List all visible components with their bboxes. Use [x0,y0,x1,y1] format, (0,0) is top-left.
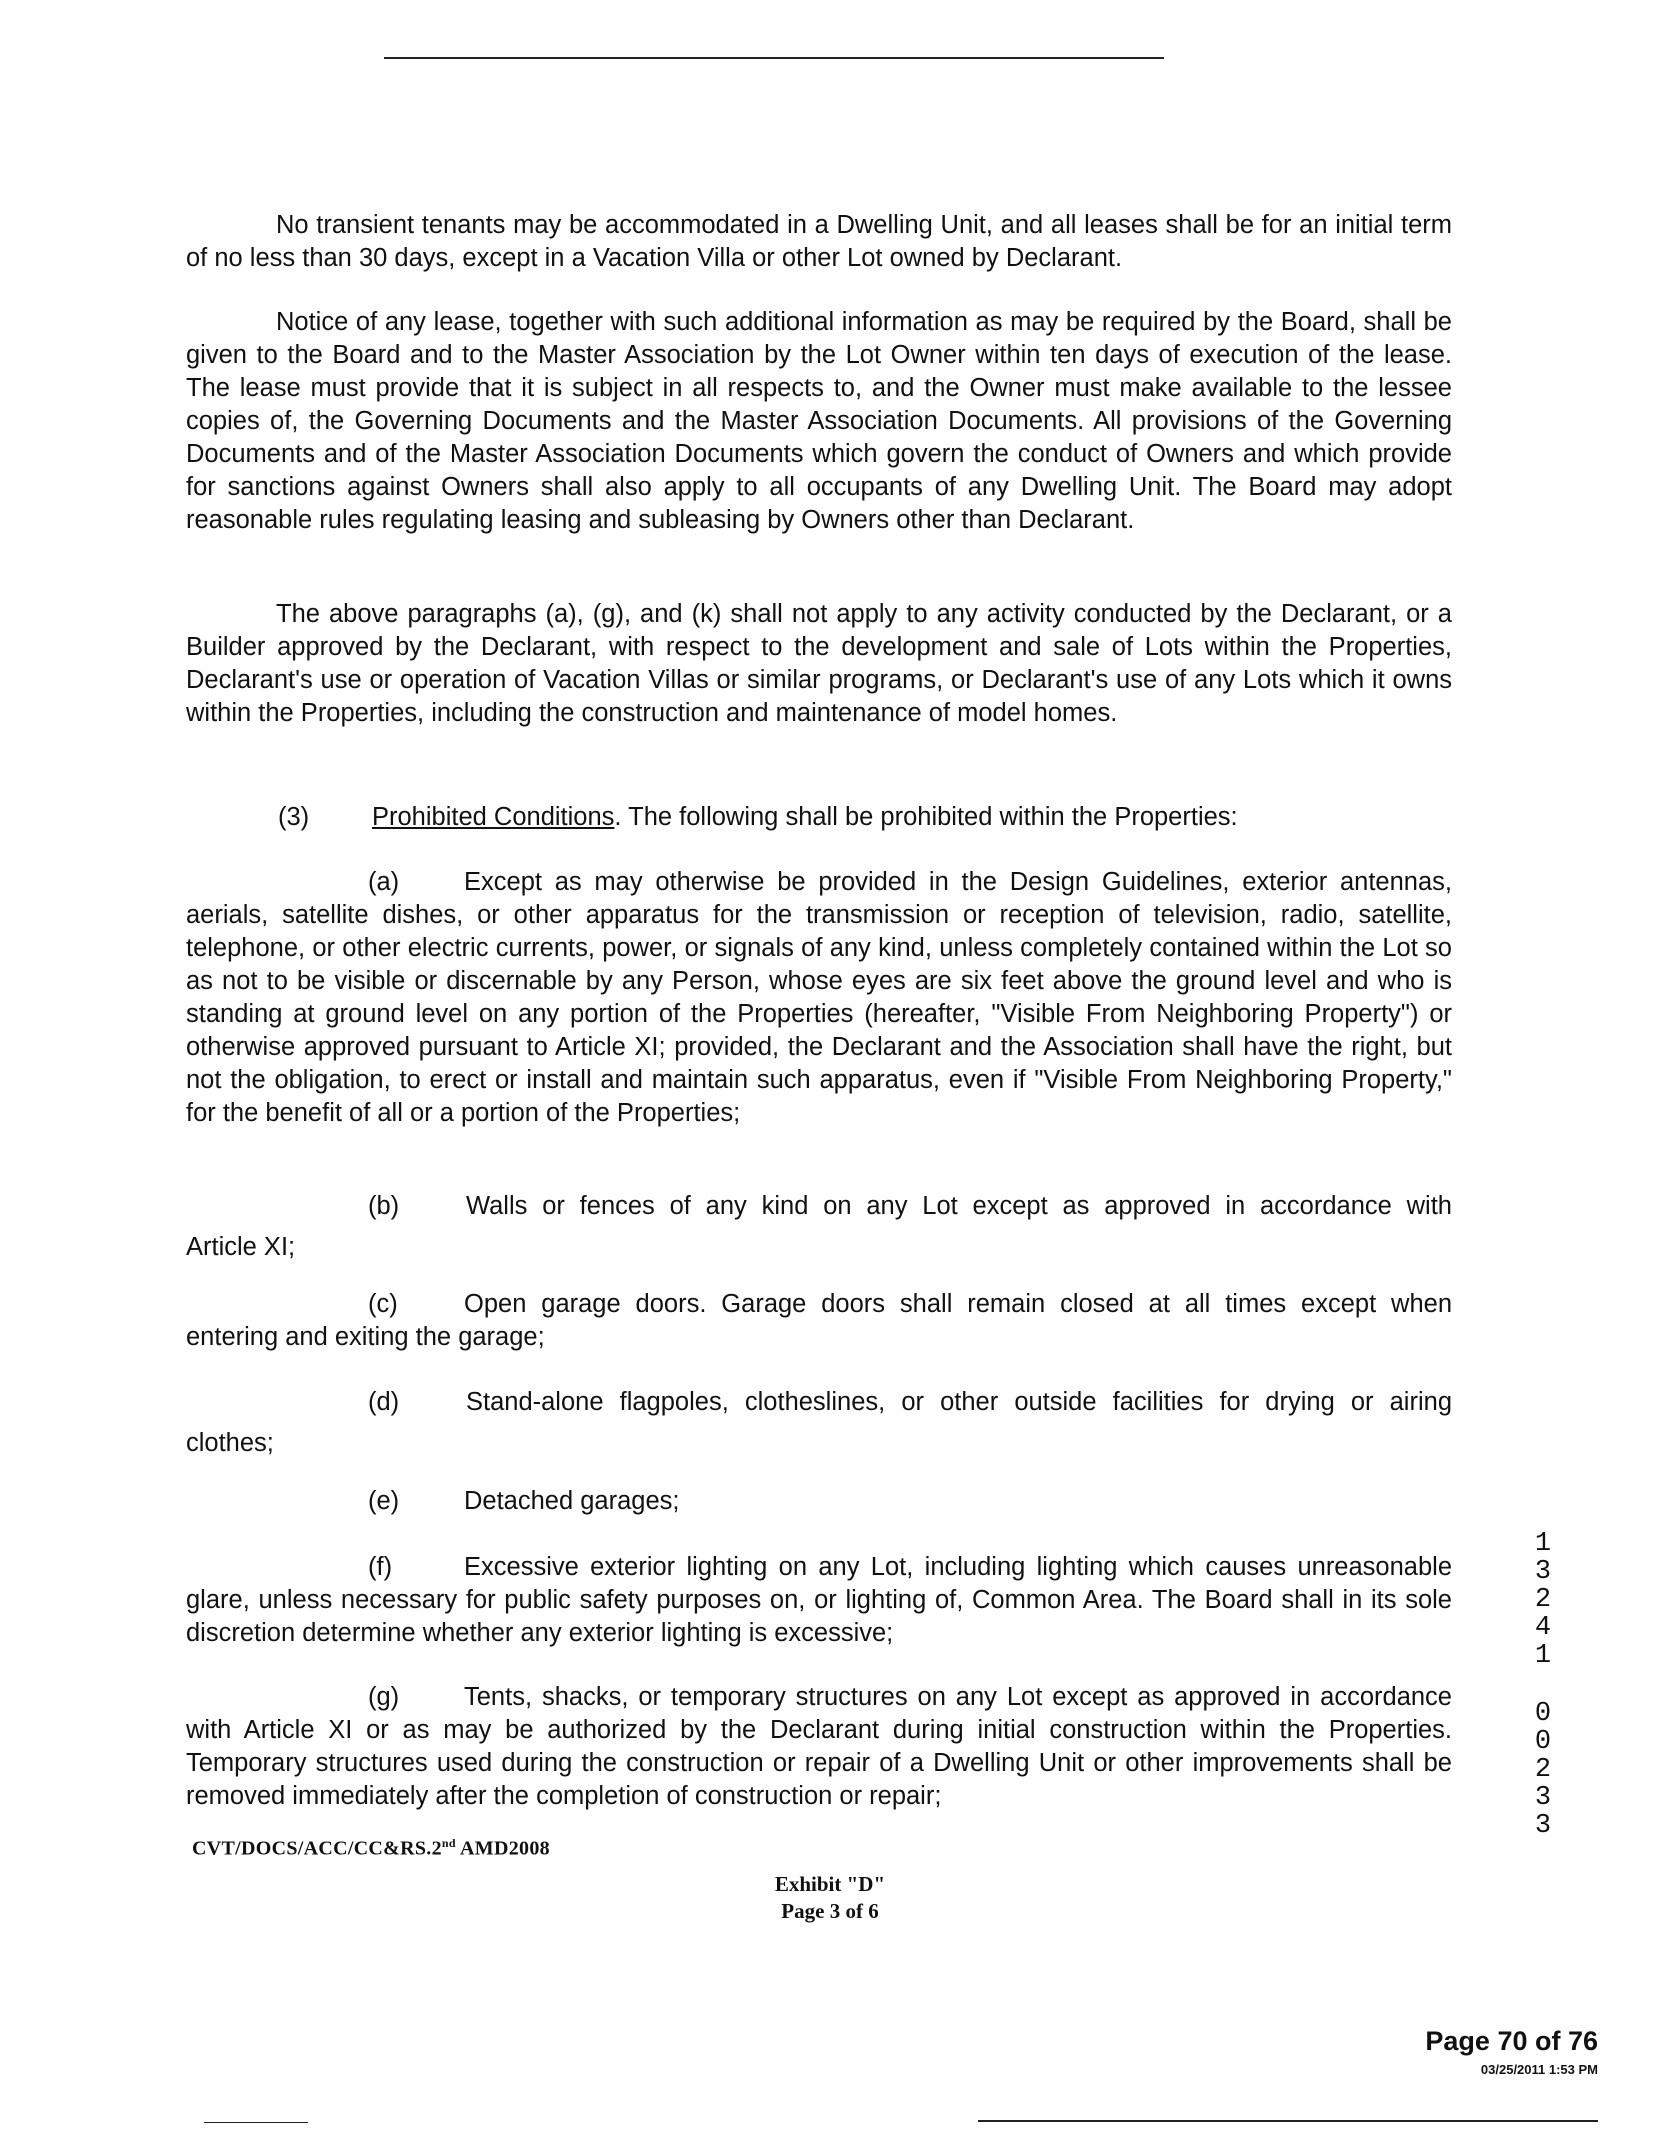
item-c [186,1288,1452,1354]
item-text: Detached garages; [464,1487,680,1515]
item-marker: (g) [368,1683,400,1711]
item-b [186,1190,1452,1264]
item-text-continuation: Article XI; [186,1233,296,1261]
item-f [186,1551,1452,1650]
exhibit-label: Exhibit "D" [774,1872,886,1896]
item-d [186,1386,1452,1460]
paragraph-transient-tenants [186,209,1452,275]
paragraph-notice-of-lease [186,306,1452,537]
item-text-continuation: clothes; [186,1429,274,1457]
page-count: Page 70 of 76 [1425,2026,1598,2056]
margin-recording-number [1528,1530,1558,1840]
bottom-rule-right [978,2120,1598,2122]
item-marker: (d) [368,1388,400,1416]
item-a [186,866,1452,1130]
item-marker: (b) [368,1192,400,1220]
section-prohibited-conditions [186,801,1452,834]
item-text: Except as may otherwise be provided in the Design Guidelines, exterior antennas, aerials, satellite dishes, or other apparatus for the transmission or reception of television, radio, satellite, telephone, or other electric currents, power, or signals of any kind, unless completely contained within the Lot so as not to be visible or discernable by any Person, whose eyes are six feet above the ground level and who is standing at ground level on any portion of the Properties (hereafter, "Visible From Neighboring Property") or otherwise approved pursuant to Article XI; provided, the Declarant and the Association shall have the right, but not the obligation, to erect or install and maintain such apparatus, even if "Visible From Neighboring Property," for the benefit of all or a portion of the Properties; [186,868,1452,1127]
item-marker: (f) [368,1553,393,1581]
paragraph-text: The above paragraphs (a), (g), and (k) shall not apply to any activity conducted by the Declarant, or a Builder approved by the Declarant, with respect to the development and sale of Lots within the Properties, Declarant's use or operation of Vacation Villas or similar programs, or Declarant's use of any Lots which it owns within the Properties, including the construction and maintenance of model homes. [186,600,1452,727]
item-e [186,1485,1452,1518]
item-marker: (a) [368,868,400,896]
item-text: Open garage doors. Garage doors shall remain closed at all times except when entering and exiting the garage; [186,1290,1452,1351]
section-number: (3) [278,803,310,831]
item-text: Excessive exterior lighting on any Lot, including lighting which causes unreasonable glare, unless necessary for public safety purposes on, or lighting of, Common Area. The Board shall in its sole discretion determine whether any exterior lighting is excessive; [186,1553,1452,1647]
item-marker: (e) [368,1487,400,1515]
document-reference: CVT/DOCS/ACC/CC&RS.2nd AMD2008 [192,1836,550,1860]
paragraph-exemptions [186,598,1452,730]
margin-number-bottom: 00233 [1534,1699,1552,1841]
section-heading: Prohibited Conditions [372,803,615,831]
item-g [186,1681,1452,1813]
timestamp: 03/25/2011 1:53 PM [1480,2062,1598,2077]
section-intro: . The following shall be prohibited within the Properties: [614,803,1238,831]
item-text-first-line: Stand-alone flagpoles, clotheslines, or other outside facilities for drying or airing [466,1388,1452,1416]
paragraph-text: No transient tenants may be accommodated in a Dwelling Unit, and all leases shall be for an initial term of no less than 30 days, except in a Vacation Villa or other Lot owned by Declarant. [186,211,1452,272]
margin-number-top: 13241 [1534,1529,1552,1671]
item-marker: (c) [368,1290,398,1318]
top-rule [384,57,1164,59]
item-text: Tents, shacks, or temporary structures on any Lot except as approved in accordance with Article XI or as may be authorized by the Declarant during initial construction within the Properties. Temporary structures used during the construction or repair of a Dwelling Unit or other improvements shall be removed immediately after the completion of construction or repair; [186,1683,1452,1810]
bottom-rule-left [204,2122,308,2123]
item-text-first-line: Walls or fences of any kind on any Lot except as approved in accordance with [466,1192,1452,1220]
paragraph-text: Notice of any lease, together with such additional information as may be required by the Board, shall be given to the Board and to the Master Association by the Lot Owner within ten days of execution of the lease. The lease must provide that it is subject in all respects to, and the Owner must make available to the lessee copies of, the Governing Documents and the Master Association Documents. All provisions of the Governing Documents and of the Master Association Documents which govern the conduct of Owners and which provide for sanctions against Owners shall also apply to all occupants of any Dwelling Unit. The Board may adopt reasonable rules regulating leasing and subleasing by Owners other than Declarant. [186,308,1452,534]
exhibit-page-number: Page 3 of 6 [781,1899,879,1923]
